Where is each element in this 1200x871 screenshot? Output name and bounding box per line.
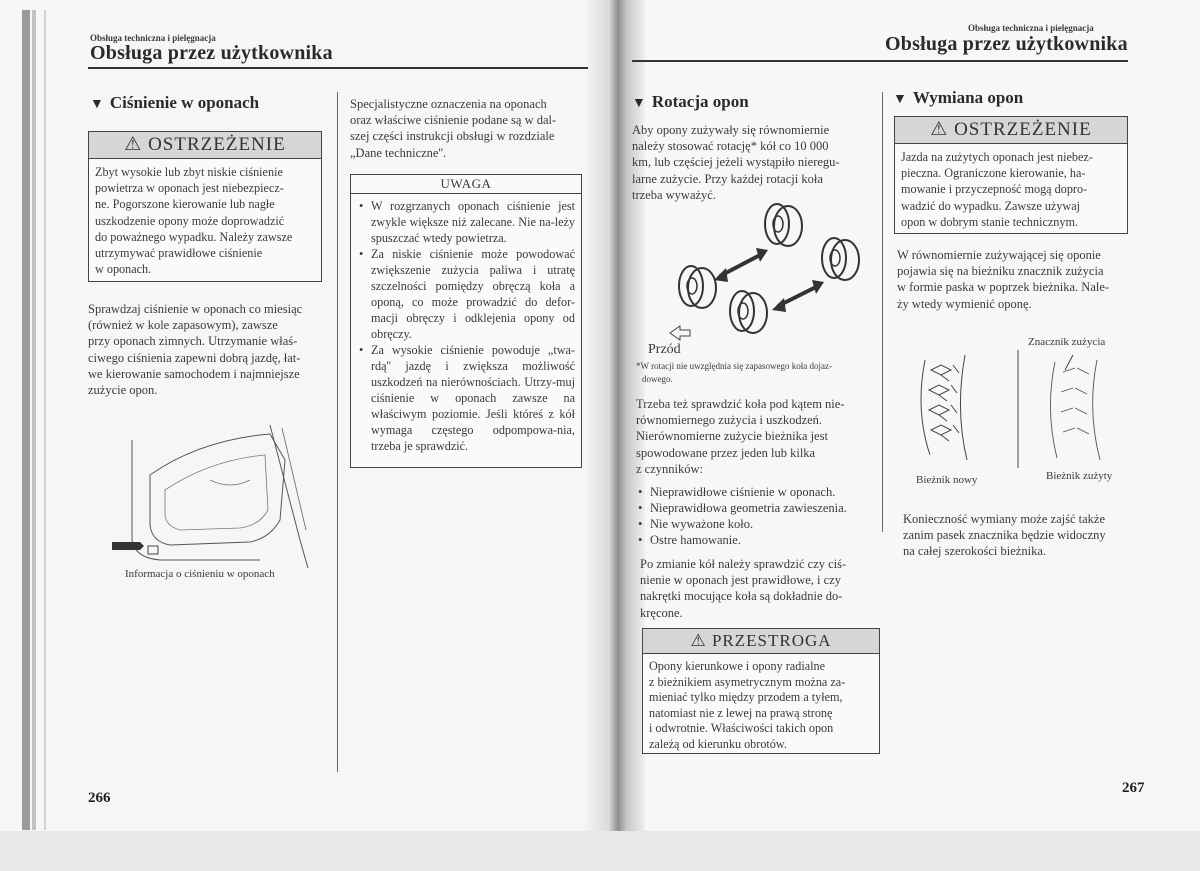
- page-edge-shadow: [22, 10, 30, 830]
- text-line: „Dane techniczne''.: [350, 145, 447, 160]
- note-item: • Za wysokie ciśnienie powoduje „twa-rdą'' jazdę i zwiększa możliwość uszkodzeń na nierównościach. Utrzy-muj ciśnienie w oponach zawsze na właściwym poziomie. Jeśli któreś z kół wymaga częstego odpompowa-nia, trzeba je sprawdzić.: [357, 342, 575, 454]
- text-line: należy stosować rotację* kół co 10 000: [632, 139, 829, 154]
- caution-line: i odwrotnie. Właściwości takich opon: [649, 721, 834, 736]
- tire-icon: [765, 204, 802, 246]
- warning-line: pieczna. Ograniczone kierowanie, ha-: [901, 166, 1086, 181]
- new-tread-label: Bieżnik nowy: [916, 474, 978, 486]
- text-line: szej części instrukcji obsługi w rozdziale: [350, 129, 555, 144]
- list-item: • Nie wyważone koło.: [636, 516, 876, 532]
- tire-rotation-diagram: [650, 198, 870, 343]
- text-line: Trzeba też sprawdzić koła pod kątem nie-: [636, 397, 845, 411]
- page-edge-shadow: [44, 10, 46, 830]
- page-number-right: 267: [1122, 780, 1145, 796]
- text-line: km, lub częściej jeżeli wystąpiło nieregu-: [632, 155, 840, 170]
- warning-line: wadzić do wypadku. Zawsze używaj: [901, 198, 1081, 213]
- rotation-paragraph: [632, 122, 868, 203]
- text-line: pojawia się na bieżniku znacznik zużycia: [897, 264, 1104, 279]
- warning-triangle-icon: ⚠: [930, 119, 949, 140]
- header-rule: [88, 67, 588, 69]
- rotation-footnote: [636, 360, 872, 386]
- text-line: z czynników:: [636, 461, 703, 476]
- section-title-text: Wymiana opon: [912, 88, 1024, 107]
- text-line: zanim pasek znacznika będzie widoczny: [903, 528, 1106, 543]
- text-line: spowodowane przez jeden lub kilka: [636, 445, 816, 460]
- uneven-wear-paragraph: [636, 396, 872, 477]
- page-number-left: 266: [88, 790, 111, 806]
- text-line: W równomiernie zużywającej się oponie: [897, 248, 1101, 262]
- tire-icon: [679, 266, 716, 308]
- triangle-bullet-icon: ▼: [893, 92, 907, 107]
- new-tread-icon: [921, 355, 967, 460]
- warning-title: OSTRZEŻENIE: [954, 119, 1092, 140]
- warning-title: OSTRZEŻENIE: [148, 134, 286, 155]
- text-line: na całej szerokości bieżnika.: [903, 544, 1046, 559]
- text-line: oraz właściwe ciśnienie podane są w dal-: [350, 113, 557, 128]
- warning-body: [895, 144, 1127, 235]
- note-list: [351, 194, 581, 458]
- worn-tread-label: Bieżnik zużyty: [1046, 470, 1113, 482]
- double-arrow-icon: [714, 248, 768, 282]
- door-label-illustration: [110, 420, 310, 570]
- text-line: nakrętki mocujące koła są dokładnie do-: [640, 589, 843, 604]
- footnote-line: *W rotacji nie uwzględnia się zapasowego koła dojaz-: [636, 361, 833, 371]
- text-line: we kierowanie samochodem i najmniejsze: [88, 366, 300, 381]
- caution-line: mieniać tylko między przodem a tyłem,: [649, 690, 843, 705]
- warning-header: [89, 132, 321, 159]
- section-title-text: Rotacja opon: [651, 92, 749, 111]
- note-item: • W rozgrzanych oponach ciśnienie jest zwykle większe niż zalecane. Nie na-leży spuszczać wtedy powietrza.: [357, 198, 575, 246]
- list-item: • Nieprawidłowa geometria zawieszenia.: [636, 500, 876, 516]
- section-title-text: Ciśnienie w oponach: [109, 93, 260, 112]
- text-line: ży wtedy wymienić oponę.: [897, 296, 1032, 311]
- wear-indicator-label: Znacznik zużycia: [1028, 336, 1106, 348]
- warning-triangle-icon: ⚠: [690, 631, 707, 650]
- note-header: UWAGA: [351, 175, 581, 194]
- triangle-bullet-icon: ▼: [90, 97, 104, 112]
- worn-tread-icon: [1050, 355, 1100, 460]
- text-line: ciwego ciśnienia zapewni dobrą jazdę, łat-: [88, 350, 301, 365]
- scan-background: [0, 831, 1200, 871]
- text-line: Aby opony zużywały się równomiernie: [632, 123, 830, 137]
- pressure-paragraph: [88, 301, 320, 398]
- section-title-tire-pressure: [90, 93, 259, 113]
- double-arrow-icon: [772, 280, 824, 312]
- warning-box: [88, 131, 322, 282]
- text-line: (również w kole zapasowym), zawsze: [88, 318, 278, 333]
- triangle-bullet-icon: ▼: [632, 96, 646, 111]
- warning-line: w oponach.: [95, 262, 152, 277]
- caution-title: PRZESTROGA: [711, 631, 832, 650]
- text-line: larne zużycie. Przy każdej rotacji koła: [632, 171, 823, 186]
- running-header: Obsługa przez użytkownika: [885, 33, 1128, 55]
- text-line: równomiernego zużycia i uszkodzeń.: [636, 413, 823, 428]
- note-item: • Za niskie ciśnienie może powodować zwiększenie zużycia paliwa i utratę szczelności pomiędzy obręczą koła a oponą, co może prowadzić do defor-macji obręczy i odklejenia opony od obręczy.: [357, 246, 575, 342]
- tire-icon: [730, 291, 767, 333]
- tread-wear-diagram: [905, 350, 1135, 470]
- list-item: • Ostre hamowanie.: [636, 532, 876, 548]
- wear-causes-list: [636, 484, 876, 548]
- section-title-rotation: [632, 92, 749, 112]
- caution-header: [643, 629, 879, 654]
- warning-triangle-icon: ⚠: [124, 134, 143, 155]
- text-line: zużycie opon.: [88, 383, 158, 398]
- text-line: Nierównomierne zużycie bieżnika jest: [636, 429, 828, 444]
- list-item: • Nieprawidłowe ciśnienie w oponach.: [636, 484, 876, 500]
- warning-line: do poważnego wypadku. Należy zawsze: [95, 229, 293, 244]
- caution-line: zależą od kierunku obrotów.: [649, 736, 787, 751]
- text-line: Po zmianie kół należy sprawdzić czy ciś-: [640, 557, 847, 571]
- replacement-paragraph: [903, 511, 1143, 560]
- text-line: w formie paska w poprzek bieżnika. Nale-: [897, 280, 1110, 295]
- text-line: kręcone.: [640, 605, 683, 620]
- front-arrow-icon: [670, 326, 690, 340]
- note-box: [350, 174, 582, 468]
- warning-line: mowanie i przyczepność mogą dopro-: [901, 182, 1088, 197]
- running-header-small: Obsługa techniczna i pielęgnacja: [968, 23, 1094, 33]
- warning-line: ne. Pogorszone kierowanie lub nagłe: [95, 197, 275, 212]
- warning-header: [895, 117, 1127, 144]
- caution-line: Opony kierunkowe i opony radialne: [649, 659, 825, 673]
- after-rotation-paragraph: [640, 556, 876, 621]
- caution-body: [643, 654, 879, 758]
- header-rule: [632, 60, 1128, 62]
- caution-box: [642, 628, 880, 754]
- warning-line: powietrza w oponach jest niebezpiecz-: [95, 181, 284, 196]
- figure-caption: Informacja o ciśnieniu w oponach: [125, 568, 275, 580]
- tire-icon: [822, 238, 859, 280]
- column-divider: [882, 92, 883, 532]
- text-line: Sprawdzaj ciśnienie w oponach co miesiąc: [88, 302, 303, 316]
- text-line: Specjalistyczne oznaczenia na oponach: [350, 97, 547, 111]
- page-edge-shadow: [32, 10, 36, 830]
- warning-line: utrzymywać prawidłowe ciśnienie: [95, 246, 263, 261]
- text-line: trzeba wyważyć.: [632, 187, 716, 202]
- warning-line: Jazda na zużytych oponach jest niebez-: [901, 150, 1093, 164]
- warning-line: uszkodzenie opony może doprowadzić: [95, 213, 285, 228]
- spec-paragraph: [350, 96, 580, 161]
- column-divider: [337, 92, 338, 772]
- text-line: przy oponach zimnych. Utrzymanie właś-: [88, 334, 298, 349]
- front-label: Przód: [648, 342, 681, 357]
- text-line: nienie w oponach jest prawidłowe, i czy: [640, 573, 841, 588]
- warning-body: [89, 159, 321, 282]
- text-line: Konieczność wymiany może zajść także: [903, 512, 1105, 526]
- running-header: Obsługa przez użytkownika: [90, 42, 333, 64]
- wear-indicator-paragraph: [897, 247, 1129, 312]
- warning-box: [894, 116, 1128, 234]
- warning-line: opon w dobrym stanie technicznym.: [901, 214, 1079, 229]
- section-title-replacement: [893, 88, 1023, 108]
- footnote-line: dowego.: [642, 374, 673, 384]
- warning-line: Zbyt wysokie lub zbyt niskie ciśnienie: [95, 165, 283, 179]
- caution-line: z bieżnikiem asymetrycznym można za-: [649, 674, 846, 689]
- running-header-small: Obsługa techniczna i pielęgnacja: [90, 33, 216, 43]
- caution-line: natomiast nie z lewej na prawą stronę: [649, 705, 833, 720]
